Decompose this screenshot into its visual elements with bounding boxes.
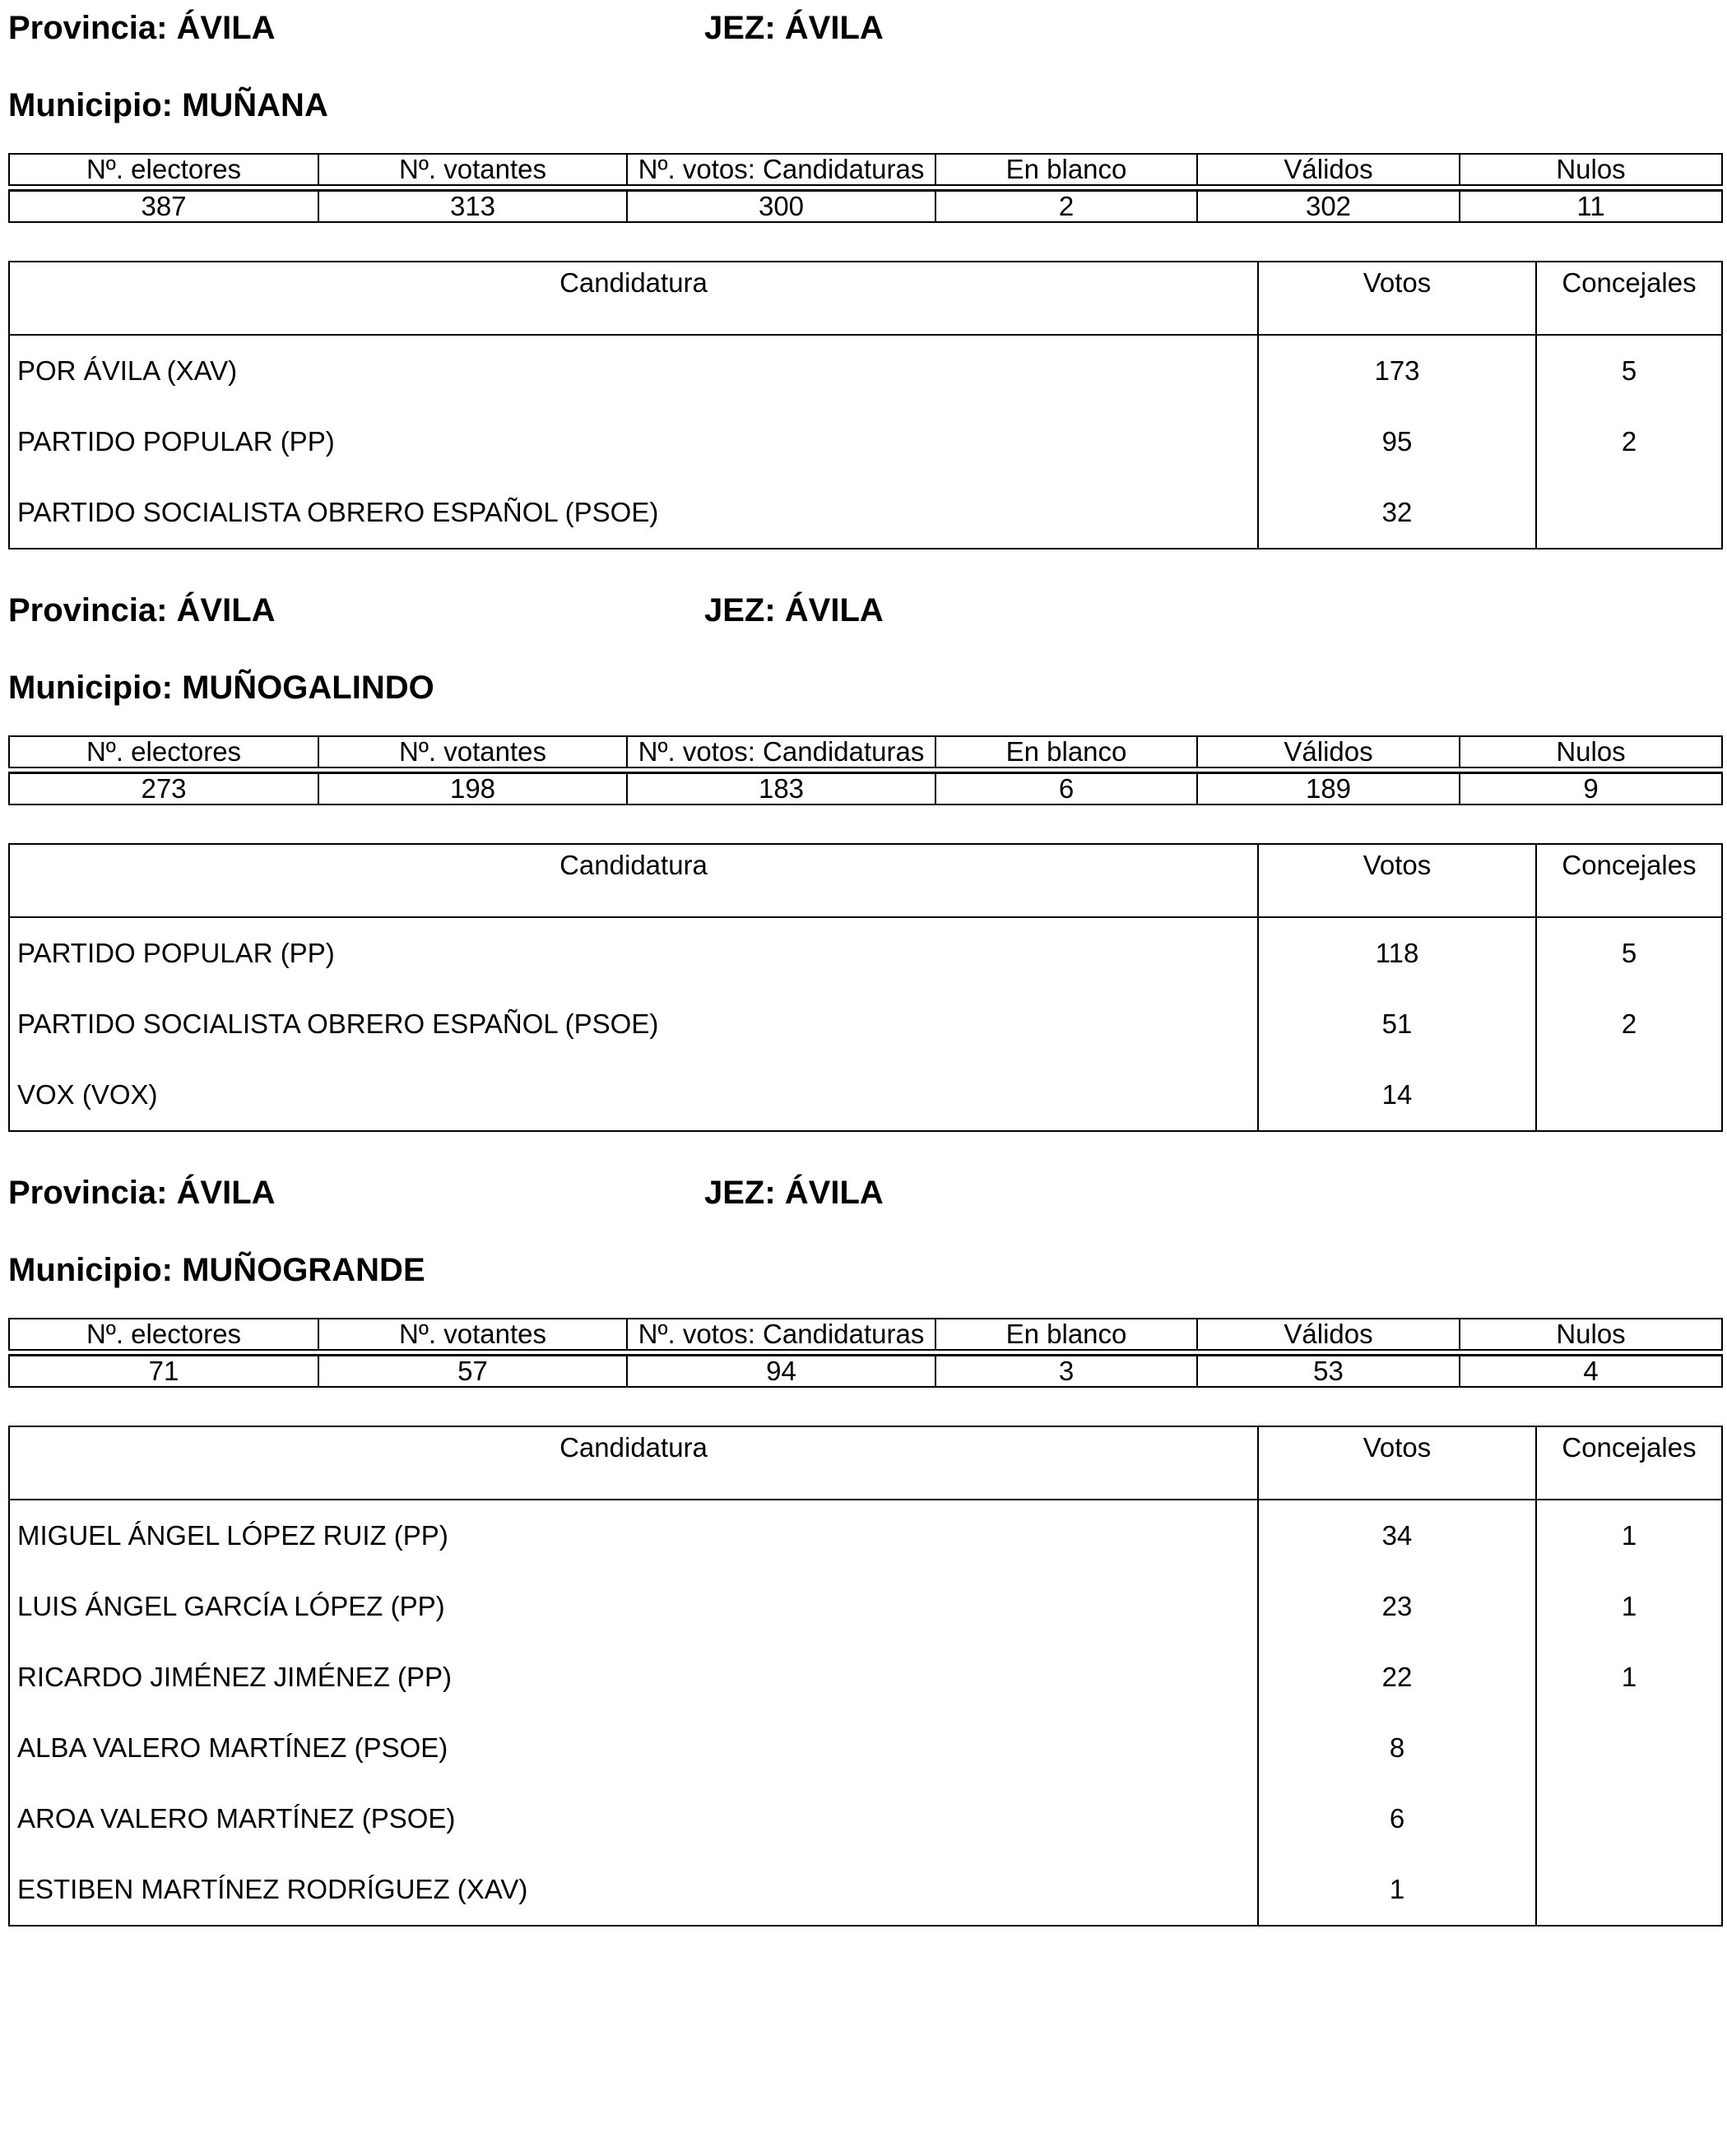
candidate-concejales: 1 <box>1536 1571 1722 1642</box>
stats-value-cell: 387 <box>9 191 318 223</box>
stats-header-cell: Nº. electores <box>9 736 318 767</box>
stats-header-cell: Válidos <box>1197 736 1460 767</box>
candidate-votos: 8 <box>1258 1713 1536 1783</box>
candidate-name: AROA VALERO MARTÍNEZ (PSOE) <box>9 1783 1258 1854</box>
stats-header-cell: Nulos <box>1460 1319 1722 1350</box>
candidate-concejales <box>1536 1713 1722 1783</box>
municipio-title: Municipio: MUÑOGALINDO <box>8 670 434 706</box>
votos-header: Votos <box>1258 844 1536 917</box>
stats-header-cell: Nº. votos: Candidaturas <box>627 736 935 767</box>
candidate-name: LUIS ÁNGEL GARCÍA LÓPEZ (PP) <box>9 1571 1258 1642</box>
stats-header-cell: En blanco <box>935 1319 1197 1350</box>
stats-header-cell: Nulos <box>1460 736 1722 767</box>
stats-value-cell: 189 <box>1197 773 1460 805</box>
jez-label: JEZ: ÁVILA <box>704 592 884 628</box>
candidate-concejales: 5 <box>1536 335 1722 406</box>
section-header <box>8 5 1721 51</box>
stats-value-cell: 183 <box>627 773 935 805</box>
candidate-votos: 32 <box>1258 477 1536 549</box>
stats-header-cell: Válidos <box>1197 154 1460 185</box>
candidate-votos: 23 <box>1258 1571 1536 1642</box>
stats-header-cell: Nº. votantes <box>318 736 627 767</box>
candidatura-header: Candidatura <box>9 844 1258 917</box>
candidates-table <box>8 1426 1723 1926</box>
candidate-votos: 173 <box>1258 335 1536 406</box>
provincia-label: Provincia: ÁVILA <box>8 1175 276 1211</box>
stats-header-cell: En blanco <box>935 736 1197 767</box>
stats-header-cell: En blanco <box>935 154 1197 185</box>
candidate-row <box>9 1642 1722 1713</box>
stats-value-cell: 9 <box>1460 773 1722 805</box>
candidatura-header: Candidatura <box>9 262 1258 335</box>
candidate-name: MIGUEL ÁNGEL LÓPEZ RUIZ (PP) <box>9 1500 1258 1571</box>
candidate-votos: 51 <box>1258 989 1536 1059</box>
candidate-row <box>9 1571 1722 1642</box>
candidate-concejales: 1 <box>1536 1642 1722 1713</box>
candidate-votos: 1 <box>1258 1854 1536 1926</box>
candidates-header-row <box>9 1426 1722 1500</box>
stats-value-cell: 94 <box>627 1356 935 1388</box>
stats-header-cell: Nulos <box>1460 154 1722 185</box>
concejales-header: Concejales <box>1536 1426 1722 1500</box>
candidates-table <box>8 843 1723 1132</box>
stats-header-row <box>9 154 1722 185</box>
section-header <box>8 1170 1721 1216</box>
stats-value-cell: 71 <box>9 1356 318 1388</box>
stats-value-cell: 57 <box>318 1356 627 1388</box>
stats-value-cell: 11 <box>1460 191 1722 223</box>
stats-value-row <box>9 1356 1722 1388</box>
stats-table <box>8 1318 1723 1388</box>
candidate-name: PARTIDO POPULAR (PP) <box>9 917 1258 989</box>
provincia-label: Provincia: ÁVILA <box>8 10 276 46</box>
section-header <box>8 587 1721 633</box>
candidate-row <box>9 406 1722 477</box>
candidate-row <box>9 989 1722 1059</box>
candidate-concejales: 1 <box>1536 1500 1722 1571</box>
stats-value-cell: 6 <box>935 773 1197 805</box>
candidate-votos: 95 <box>1258 406 1536 477</box>
jez-label: JEZ: ÁVILA <box>704 10 884 46</box>
stats-header-cell: Nº. votantes <box>318 154 627 185</box>
votos-header: Votos <box>1258 262 1536 335</box>
candidate-concejales: 5 <box>1536 917 1722 989</box>
candidate-votos: 6 <box>1258 1783 1536 1854</box>
stats-value-cell: 53 <box>1197 1356 1460 1388</box>
stats-header-cell: Válidos <box>1197 1319 1460 1350</box>
candidates-table <box>8 261 1723 549</box>
candidate-name: RICARDO JIMÉNEZ JIMÉNEZ (PP) <box>9 1642 1258 1713</box>
municipio-title: Municipio: MUÑANA <box>8 87 328 123</box>
jez-label: JEZ: ÁVILA <box>704 1175 884 1211</box>
concejales-header: Concejales <box>1536 262 1722 335</box>
candidate-name: ESTIBEN MARTÍNEZ RODRÍGUEZ (XAV) <box>9 1854 1258 1926</box>
stats-value-cell: 300 <box>627 191 935 223</box>
candidate-name: ALBA VALERO MARTÍNEZ (PSOE) <box>9 1713 1258 1783</box>
stats-value-row <box>9 773 1722 805</box>
stats-header-cell: Nº. electores <box>9 154 318 185</box>
stats-value-cell: 4 <box>1460 1356 1722 1388</box>
candidate-name: POR ÁVILA (XAV) <box>9 335 1258 406</box>
candidate-name: PARTIDO SOCIALISTA OBRERO ESPAÑOL (PSOE) <box>9 989 1258 1059</box>
stats-table <box>8 153 1723 223</box>
candidate-row <box>9 1059 1722 1131</box>
candidates-header-row <box>9 262 1722 335</box>
municipio-title: Municipio: MUÑOGRANDE <box>8 1252 425 1288</box>
candidate-name: VOX (VOX) <box>9 1059 1258 1131</box>
votos-header: Votos <box>1258 1426 1536 1500</box>
candidate-name: PARTIDO POPULAR (PP) <box>9 406 1258 477</box>
candidate-name: PARTIDO SOCIALISTA OBRERO ESPAÑOL (PSOE) <box>9 477 1258 549</box>
stats-header-row <box>9 736 1722 767</box>
stats-table <box>8 735 1723 805</box>
candidate-concejales <box>1536 1783 1722 1854</box>
candidate-concejales <box>1536 1059 1722 1131</box>
candidate-row <box>9 1500 1722 1571</box>
candidate-row <box>9 1854 1722 1926</box>
candidatura-header: Candidatura <box>9 1426 1258 1500</box>
candidate-row <box>9 1783 1722 1854</box>
candidate-concejales: 2 <box>1536 406 1722 477</box>
candidate-concejales <box>1536 477 1722 549</box>
stats-header-cell: Nº. electores <box>9 1319 318 1350</box>
candidate-row <box>9 917 1722 989</box>
stats-value-cell: 273 <box>9 773 318 805</box>
candidate-row <box>9 477 1722 549</box>
stats-value-cell: 3 <box>935 1356 1197 1388</box>
stats-value-cell: 302 <box>1197 191 1460 223</box>
stats-value-cell: 198 <box>318 773 627 805</box>
stats-value-row <box>9 191 1722 223</box>
stats-value-cell: 313 <box>318 191 627 223</box>
candidate-votos: 22 <box>1258 1642 1536 1713</box>
stats-header-row <box>9 1319 1722 1350</box>
stats-value-cell: 2 <box>935 191 1197 223</box>
stats-header-cell: Nº. votos: Candidaturas <box>627 154 935 185</box>
candidate-concejales <box>1536 1854 1722 1926</box>
candidate-row <box>9 335 1722 406</box>
candidate-concejales: 2 <box>1536 989 1722 1059</box>
stats-header-cell: Nº. votantes <box>318 1319 627 1350</box>
candidate-votos: 14 <box>1258 1059 1536 1131</box>
candidate-row <box>9 1713 1722 1783</box>
provincia-label: Provincia: ÁVILA <box>8 592 276 628</box>
candidate-votos: 118 <box>1258 917 1536 989</box>
concejales-header: Concejales <box>1536 844 1722 917</box>
candidate-votos: 34 <box>1258 1500 1536 1571</box>
stats-header-cell: Nº. votos: Candidaturas <box>627 1319 935 1350</box>
candidates-header-row <box>9 844 1722 917</box>
